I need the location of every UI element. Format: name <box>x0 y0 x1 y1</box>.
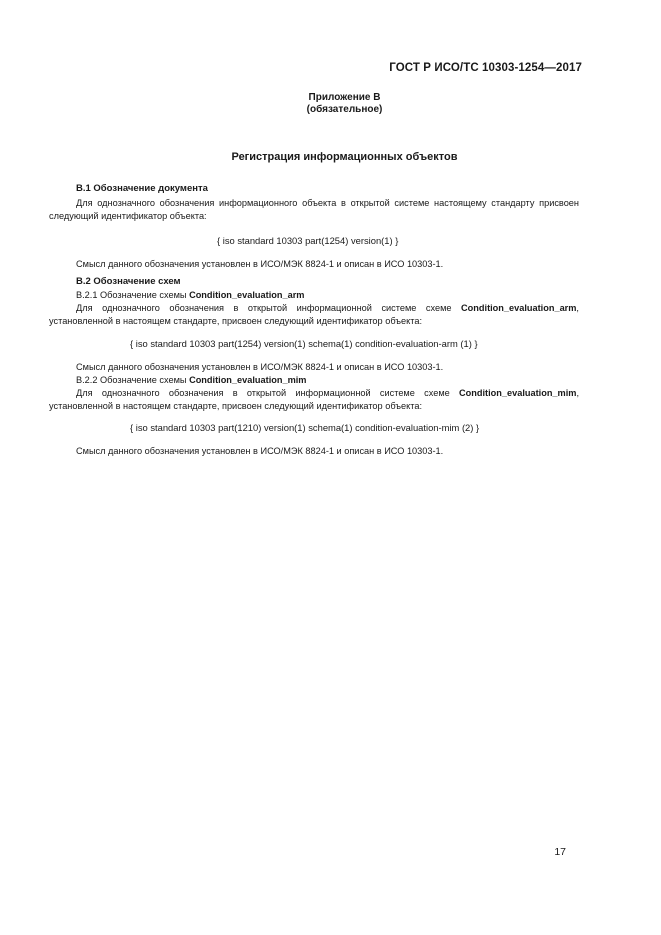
section-title: Регистрация информационных объектов <box>231 151 458 163</box>
b21-title-prefix: B.2.1 Обозначение схемы <box>76 290 187 300</box>
b1-identifier: { iso standard 10303 part(1254) version(1) } <box>217 235 399 246</box>
b21-paragraph-start: Для однозначного обозначения в открытой информационной системе схеме <box>76 303 452 313</box>
b22-title <box>76 375 306 385</box>
b21-schema-name: Condition_evaluation_arm <box>189 290 305 300</box>
document-code: ГОСТ Р ИСО/ТС 10303-1254—2017 <box>389 62 582 74</box>
b22-paragraph-schema: Condition_evaluation_mim <box>459 388 577 398</box>
b21-identifier: { iso standard 10303 part(1254) version(1) schema(1) condition-evaluation-arm (1) } <box>130 338 478 349</box>
b22-meaning: Смысл данного обозначения установлен в ИСО/МЭК 8824-1 и описан в ИСО 10303-1. <box>76 446 444 456</box>
b21-paragraph <box>49 302 579 327</box>
b22-identifier: { iso standard 10303 part(1210) version(1) schema(1) condition-evaluation-mim (2) } <box>130 422 480 433</box>
b21-paragraph-schema: Condition_evaluation_arm <box>461 303 577 313</box>
b22-paragraph <box>49 387 579 412</box>
b21-paragraph-end: , установленной в настоящем стандарте, присвоен следующий идентификатор объекта: <box>49 303 579 326</box>
b21-meaning: Смысл данного обозначения установлен в ИСО/МЭК 8824-1 и описан в ИСО 10303-1. <box>76 362 444 372</box>
b21-title <box>76 290 304 300</box>
b22-title-prefix: B.2.2 Обозначение схемы <box>76 375 187 385</box>
b22-schema-name: Condition_evaluation_mim <box>189 375 307 385</box>
page-number: 17 <box>554 846 566 858</box>
b22-paragraph-start: Для однозначного обозначения в открытой информационной системе схеме <box>76 388 450 398</box>
b1-heading: B.1 Обозначение документа <box>76 183 208 194</box>
annex-title: Приложение B <box>308 92 381 103</box>
b22-paragraph-end: , установленной в настоящем стандарте, присвоен следующий идентификатор объекта: <box>49 388 579 411</box>
b1-paragraph-text: Для однозначного обозначения информационного объекта в открытой системе настоящему стандарту присвоен следующий идентификатор объекта: <box>49 198 579 221</box>
b2-heading: B.2 Обозначение схем <box>76 276 181 287</box>
b1-paragraph <box>49 197 579 222</box>
b1-meaning: Смысл данного обозначения установлен в ИСО/МЭК 8824-1 и описан в ИСО 10303-1. <box>76 259 444 269</box>
annex-status: (обязательное) <box>306 104 383 115</box>
